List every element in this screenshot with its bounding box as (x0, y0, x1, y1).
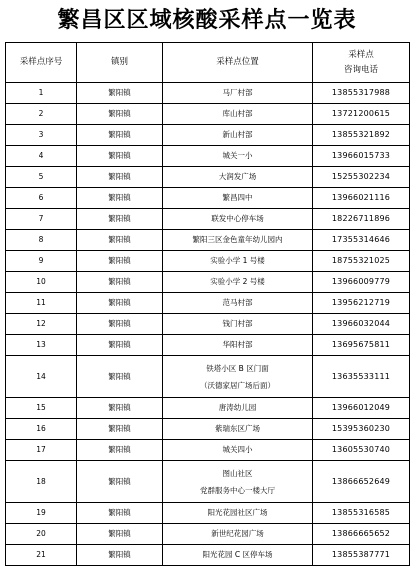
cell-location (163, 293, 313, 314)
cell-location-line: 库山村部 (222, 109, 253, 118)
cell-location (163, 545, 313, 566)
cell-phone: 13966009779 (313, 272, 410, 293)
cell-location (163, 356, 313, 398)
cell-phone: 13966032044 (313, 314, 410, 335)
header-phone (313, 43, 410, 83)
cell-phone: 13721200615 (313, 104, 410, 125)
cell-location (163, 251, 313, 272)
cell-phone: 13966021116 (313, 188, 410, 209)
cell-phone: 17355314646 (313, 230, 410, 251)
cell-town: 繁阳镇 (77, 167, 163, 188)
table-row (6, 524, 410, 545)
cell-phone: 13605530740 (313, 440, 410, 461)
cell-town: 繁阳镇 (77, 188, 163, 209)
table-row (6, 293, 410, 314)
cell-location (163, 398, 313, 419)
cell-seq: 5 (6, 167, 77, 188)
cell-location-line: 党群服务中心一楼大厅 (200, 485, 275, 495)
cell-seq: 17 (6, 440, 77, 461)
sampling-sites-table (5, 42, 410, 566)
cell-location-line: 繁阳三区金色童年幼儿园内 (192, 235, 283, 244)
cell-town: 繁阳镇 (77, 104, 163, 125)
cell-town: 繁阳镇 (77, 83, 163, 104)
cell-location (163, 272, 313, 293)
table-row (6, 209, 410, 230)
table-row (6, 188, 410, 209)
cell-phone: 18226711896 (313, 209, 410, 230)
cell-location (163, 209, 313, 230)
header-seq: 采样点序号 (6, 43, 77, 83)
cell-town: 繁阳镇 (77, 125, 163, 146)
cell-town: 繁阳镇 (77, 356, 163, 398)
cell-location-line: 大润发广场 (218, 172, 257, 181)
cell-town: 繁阳镇 (77, 440, 163, 461)
cell-location (163, 167, 313, 188)
cell-town: 繁阳镇 (77, 461, 163, 503)
cell-phone: 13855316585 (313, 503, 410, 524)
table-row (6, 335, 410, 356)
cell-seq: 8 (6, 230, 77, 251)
cell-location (163, 503, 313, 524)
cell-location-line: 联发中心停车场 (211, 214, 264, 223)
cell-location (163, 83, 313, 104)
table-row (6, 104, 410, 125)
cell-location (163, 104, 313, 125)
cell-location-line: 繁昌四中 (222, 193, 253, 202)
cell-location-line: 新山村部 (222, 130, 253, 139)
cell-location (163, 335, 313, 356)
cell-phone: 13866652649 (313, 461, 410, 503)
table-row (6, 125, 410, 146)
cell-seq: 10 (6, 272, 77, 293)
cell-seq: 18 (6, 461, 77, 503)
cell-seq: 7 (6, 209, 77, 230)
cell-seq: 14 (6, 356, 77, 398)
cell-phone: 13855321892 (313, 125, 410, 146)
table-row (6, 356, 410, 398)
cell-seq: 9 (6, 251, 77, 272)
header-phone-line2: 咨询电话 (343, 64, 378, 75)
cell-town: 繁阳镇 (77, 146, 163, 167)
table-row (6, 398, 410, 419)
table-header-row (6, 43, 410, 83)
cell-location (163, 314, 313, 335)
cell-seq: 12 (6, 314, 77, 335)
cell-town: 繁阳镇 (77, 419, 163, 440)
cell-seq: 3 (6, 125, 77, 146)
cell-location-line: 城关四小 (222, 445, 253, 454)
cell-seq: 13 (6, 335, 77, 356)
cell-town: 繁阳镇 (77, 272, 163, 293)
cell-phone: 13966015733 (313, 146, 410, 167)
cell-location-line: 新世纪花园广场 (211, 529, 264, 538)
cell-seq: 20 (6, 524, 77, 545)
cell-location-line: 马厂村部 (222, 88, 253, 97)
cell-location-line: 铁塔小区 B 区门面 (206, 363, 269, 373)
table-row (6, 440, 410, 461)
cell-town: 繁阳镇 (77, 335, 163, 356)
cell-phone: 13855387771 (313, 545, 410, 566)
cell-town: 繁阳镇 (77, 545, 163, 566)
cell-town: 繁阳镇 (77, 230, 163, 251)
cell-location-line: 实验小学 1 号楼 (210, 256, 265, 265)
cell-town: 繁阳镇 (77, 251, 163, 272)
cell-seq: 6 (6, 188, 77, 209)
header-location: 采样点位置 (163, 43, 313, 83)
cell-location (163, 146, 313, 167)
cell-phone: 13956212719 (313, 293, 410, 314)
document-title: 繁昌区区域核酸采样点一览表 (57, 8, 357, 33)
cell-seq: 15 (6, 398, 77, 419)
cell-location-line: 钱门村部 (222, 319, 253, 328)
cell-phone: 13695675811 (313, 335, 410, 356)
cell-town: 繁阳镇 (77, 398, 163, 419)
cell-town: 繁阳镇 (77, 503, 163, 524)
cell-location (163, 230, 313, 251)
cell-seq: 11 (6, 293, 77, 314)
header-town: 镇别 (77, 43, 163, 83)
table-row (6, 272, 410, 293)
cell-location-line: 唐涛幼儿园 (218, 403, 257, 412)
table-row (6, 314, 410, 335)
cell-location-line: 范马村部 (222, 298, 253, 307)
table-row (6, 83, 410, 104)
cell-location (163, 440, 313, 461)
cell-town: 繁阳镇 (77, 314, 163, 335)
cell-seq: 16 (6, 419, 77, 440)
cell-location-line: 实验小学 2 号楼 (210, 277, 265, 286)
table-row (6, 167, 410, 188)
cell-location (163, 419, 313, 440)
cell-seq: 4 (6, 146, 77, 167)
table-row (6, 251, 410, 272)
cell-phone: 13635533111 (313, 356, 410, 398)
cell-town: 繁阳镇 (77, 209, 163, 230)
cell-seq: 2 (6, 104, 77, 125)
cell-location-line: 城关一小 (222, 151, 253, 160)
cell-town: 繁阳镇 (77, 293, 163, 314)
cell-seq: 19 (6, 503, 77, 524)
cell-phone: 18755321025 (313, 251, 410, 272)
cell-location-line: 阳光花园社区广场 (207, 508, 268, 517)
cell-town: 繁阳镇 (77, 524, 163, 545)
cell-location (163, 188, 313, 209)
cell-seq: 1 (6, 83, 77, 104)
cell-location (163, 524, 313, 545)
cell-phone: 13855317988 (313, 83, 410, 104)
table-row (6, 230, 410, 251)
table-row (6, 503, 410, 524)
cell-location-line: 华阳村部 (222, 340, 253, 349)
table-row (6, 545, 410, 566)
cell-location (163, 125, 313, 146)
cell-location-line: （沃德家居广场后面） (200, 380, 275, 390)
cell-phone: 15255302234 (313, 167, 410, 188)
cell-location-line: 阳光花园 C 区停车场 (202, 550, 273, 559)
cell-phone: 13866665652 (313, 524, 410, 545)
header-phone-line1: 采样点 (348, 49, 374, 60)
table-row (6, 419, 410, 440)
cell-seq: 21 (6, 545, 77, 566)
cell-phone: 13966012049 (313, 398, 410, 419)
cell-location-line: 紫瑞东区广场 (215, 424, 260, 433)
table-row (6, 146, 410, 167)
cell-phone: 15395360230 (313, 419, 410, 440)
cell-location-line: 图山社区 (222, 468, 253, 478)
cell-location (163, 461, 313, 503)
table-row (6, 461, 410, 503)
